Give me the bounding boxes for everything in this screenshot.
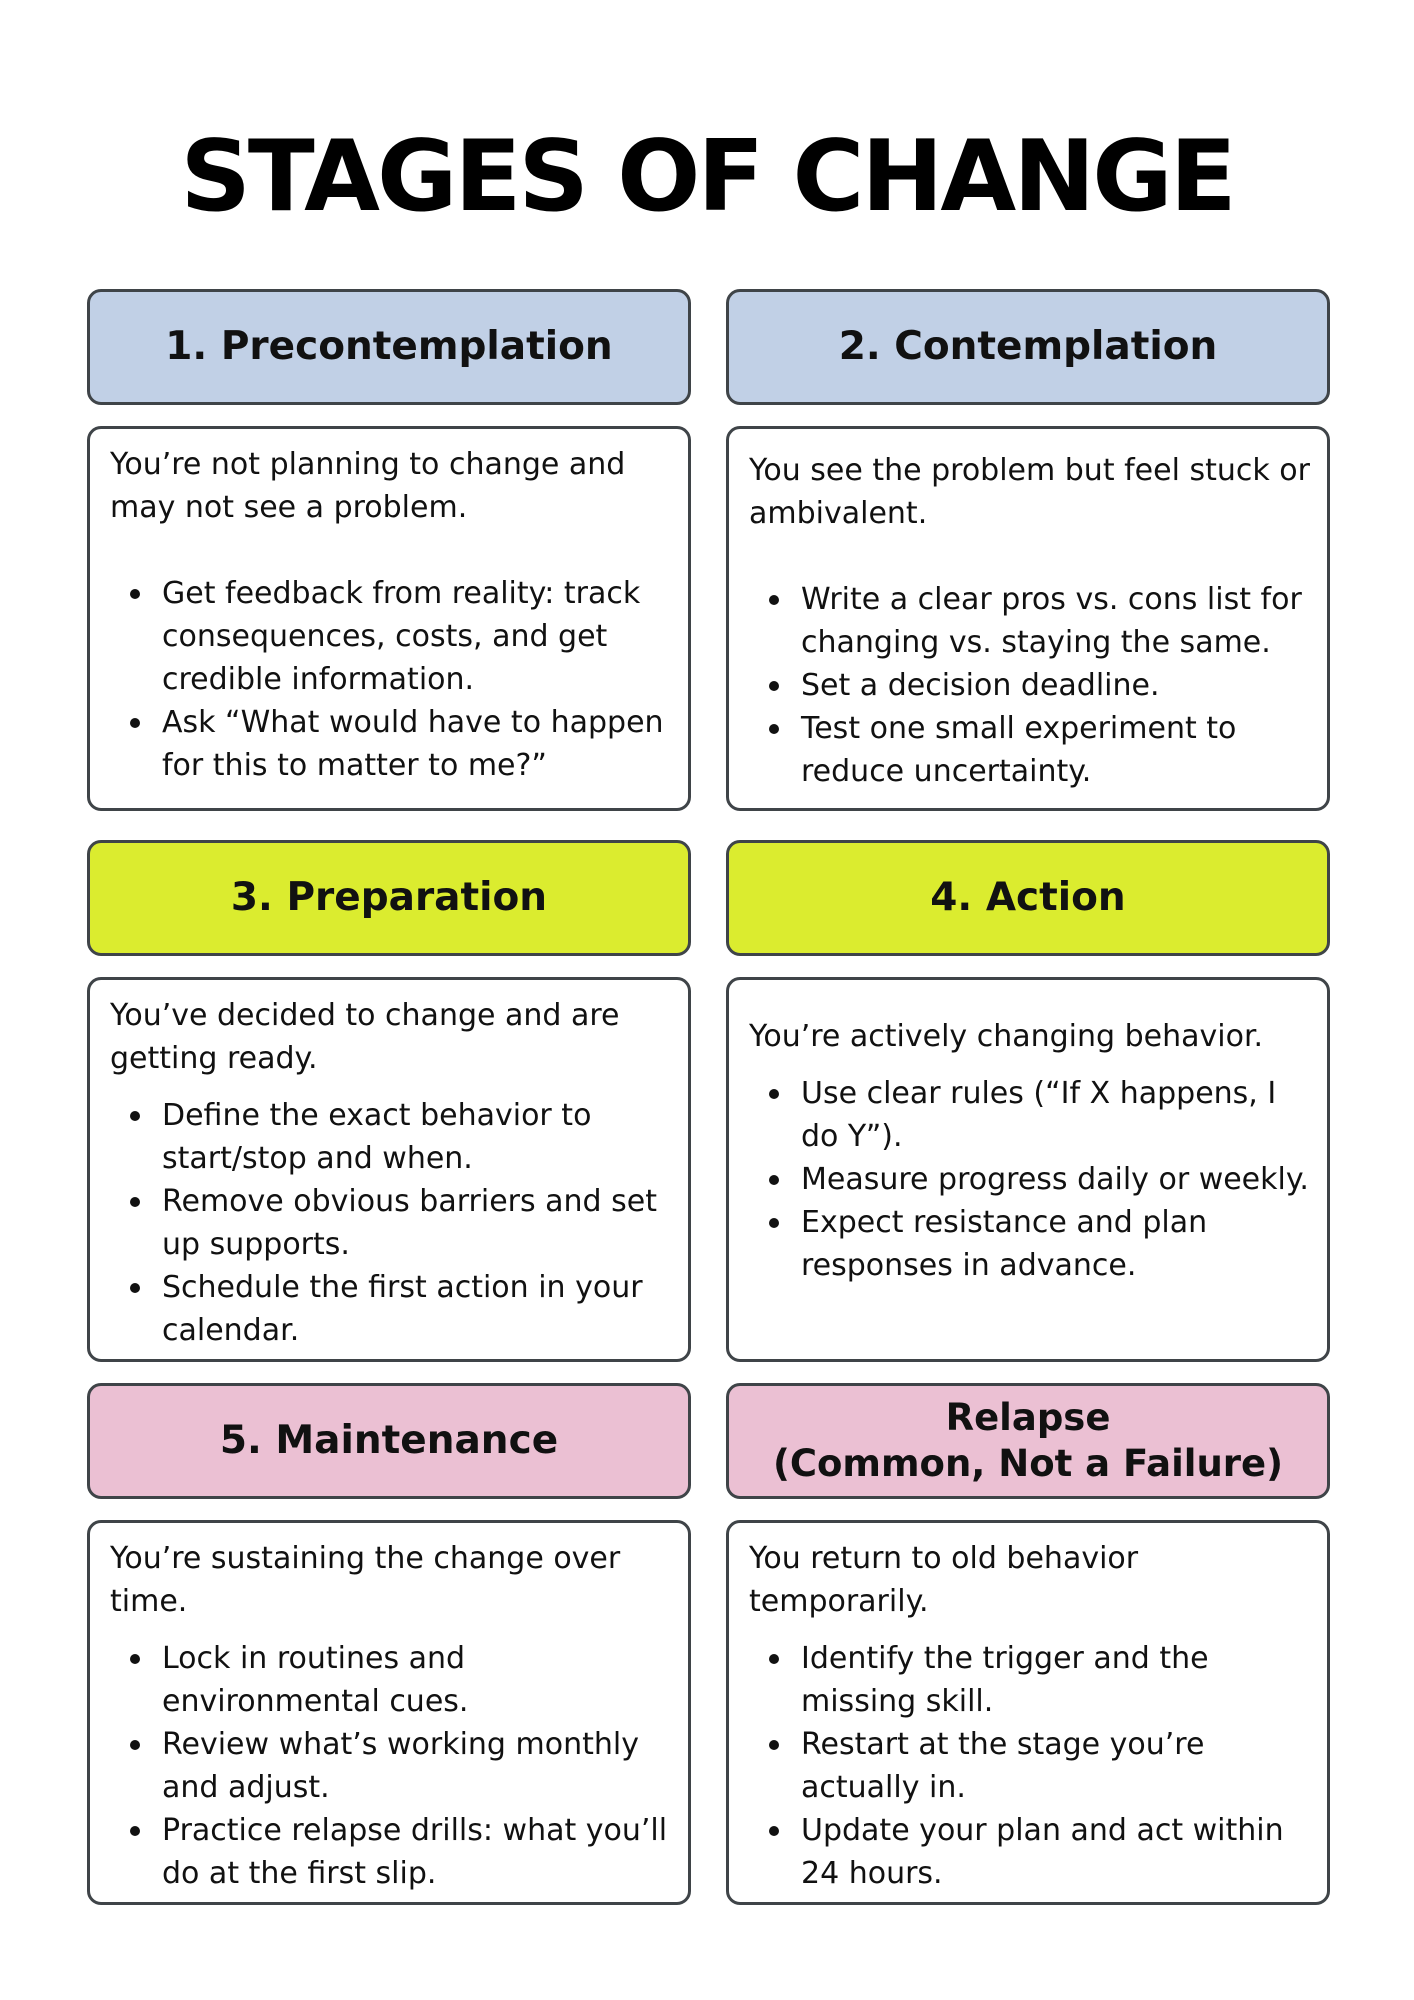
stage-3-description: You’ve decided to change and are getting ready. [110,998,620,1076]
stage-1-bullet-list [110,572,680,787]
list-item: Ask “What would have to happen for this to matter to me?” [162,701,680,787]
list-item: Lock in routines and environmental cues. [162,1637,680,1723]
stage-3-card [87,977,691,1362]
list-item: Update your plan and act within 24 hours. [801,1809,1319,1895]
list-item: Get feedback from reality: track consequences, costs, and get credible information. [162,572,680,701]
stage-2-description: You see the problem but feel stuck or ambivalent. [749,453,1310,531]
list-item: Expect resistance and plan responses in advance. [801,1201,1319,1287]
stage-1-header [87,289,691,405]
list-item: Review what’s working monthly and adjust. [162,1723,680,1809]
stage-5-description: You’re sustaining the change over time. [110,1541,621,1619]
relapse-card [726,1520,1330,1905]
stage-4-bullet-list [749,1072,1319,1287]
stage-5-header-label: 5. Maintenance [219,1417,559,1463]
stage-3-bullet-list [110,1094,680,1352]
stage-2-header-label: 2. Contemplation [838,323,1218,369]
list-item: Measure progress daily or weekly. [801,1158,1319,1201]
stage-2-card [726,426,1330,811]
stage-4-header [726,840,1330,956]
list-item: Remove obvious barriers and set up supports. [162,1180,680,1266]
stage-3-header [87,840,691,956]
relapse-header [726,1383,1330,1499]
list-item: Set a decision deadline. [801,664,1319,707]
relapse-bullet-list [749,1637,1319,1895]
page-title: STAGES OF CHANGE [180,120,1234,234]
list-item: Identify the trigger and the missing skill. [801,1637,1319,1723]
list-item: Schedule the first action in your calendar. [162,1266,680,1352]
stage-1-description: You’re not planning to change and may not see a problem. [110,447,626,525]
list-item: Test one small experiment to reduce uncertainty. [801,707,1319,793]
list-item: Use clear rules (“If X happens, I do Y”). [801,1072,1319,1158]
stage-2-bullet-list [749,578,1319,793]
stage-5-bullet-list [110,1637,680,1895]
relapse-header-label: Relapse [945,1395,1111,1439]
stage-1-card [87,426,691,811]
list-item: Write a clear pros vs. cons list for changing vs. staying the same. [801,578,1319,664]
stage-2-header [726,289,1330,405]
stage-5-card [87,1520,691,1905]
stage-4-header-label: 4. Action [930,874,1126,920]
stage-1-header-label: 1. Precontemplation [165,323,613,369]
stage-5-header [87,1383,691,1499]
list-item: Define the exact behavior to start/stop and when. [162,1094,680,1180]
relapse-header-subtitle: (Common, Not a Failure) [772,1442,1284,1485]
stage-4-card [726,977,1330,1362]
list-item: Practice relapse drills: what you’ll do at the first slip. [162,1809,680,1895]
stage-4-description: You’re actively changing behavior. [749,1019,1264,1054]
relapse-description: You return to old behavior temporarily. [749,1541,1139,1619]
stage-3-header-label: 3. Preparation [230,874,548,920]
list-item: Restart at the stage you’re actually in. [801,1723,1319,1809]
